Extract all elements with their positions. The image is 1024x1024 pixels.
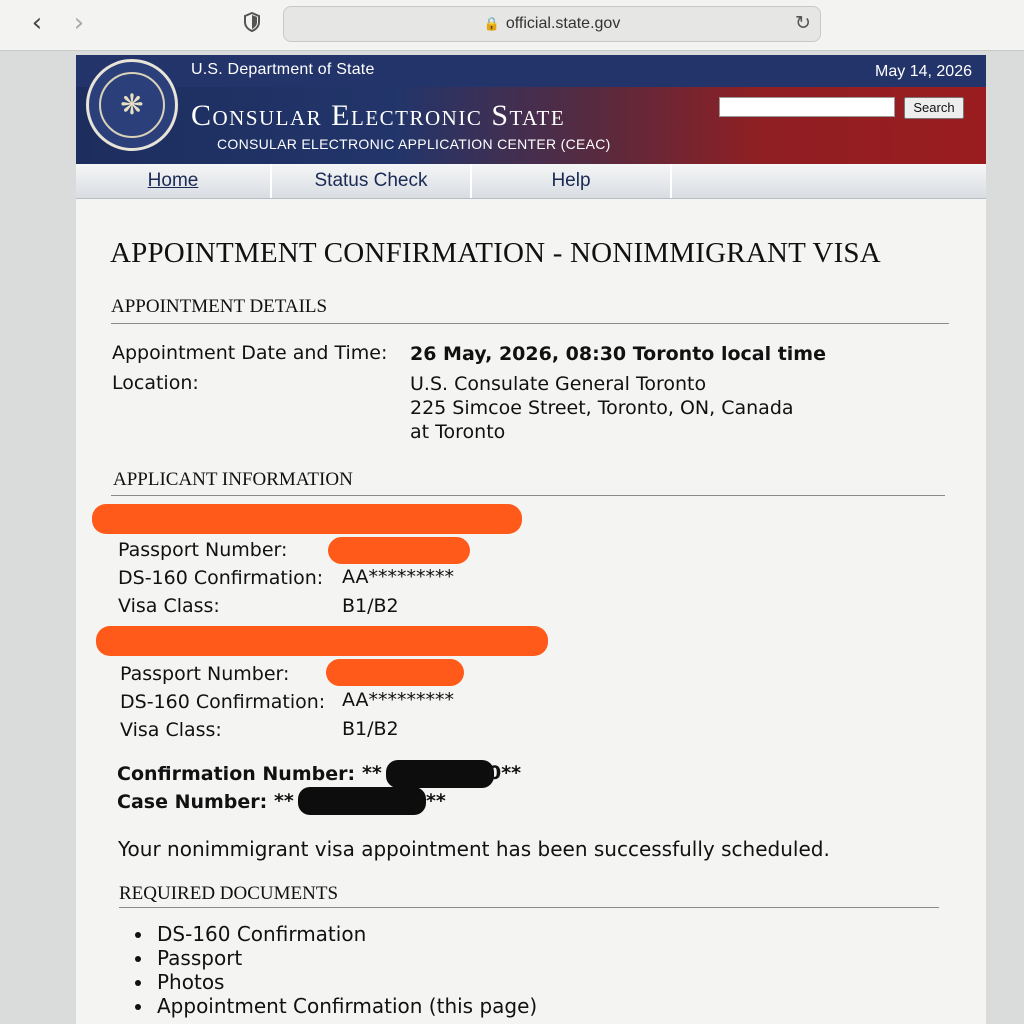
confirmation-number-suffix: 0** [488, 762, 522, 784]
applicant-name-redaction [92, 504, 522, 534]
case-number-label: Case Number: [117, 791, 268, 813]
search-input[interactable] [719, 97, 895, 117]
section-divider [111, 323, 949, 324]
current-date: May 14, 2026 [875, 63, 972, 80]
nav-status-check[interactable]: Status Check [272, 164, 472, 198]
reload-icon[interactable]: ↻ [795, 12, 811, 34]
location-label: Location: [112, 372, 199, 394]
site-title: Consular Electronic State [191, 99, 566, 132]
success-message: Your nonimmigrant visa appointment has been successfully scheduled. [118, 837, 830, 861]
passport-number-redaction [326, 659, 464, 686]
shield-icon[interactable] [244, 12, 260, 32]
state-department-seal-icon [86, 59, 178, 151]
nav-help[interactable]: Help [472, 164, 672, 198]
list-item: DS-160 Confirmation [133, 922, 537, 946]
forward-button[interactable]: › [73, 8, 85, 38]
location-line-3: at Toronto [410, 421, 506, 443]
nav-home[interactable]: Home [76, 164, 272, 198]
passport-number-redaction [328, 537, 470, 564]
confirmation-number-prefix: ** [362, 762, 382, 784]
visa-class-value: B1/B2 [342, 718, 399, 740]
ds160-value: AA********* [342, 566, 455, 588]
ds160-label: DS-160 Confirmation: [120, 691, 326, 713]
eagle-icon: ❋ [120, 88, 144, 121]
lock-icon: 🔒 [483, 16, 500, 31]
location-line-1: U.S. Consulate General Toronto [410, 373, 707, 395]
location-line-2: 225 Simcoe Street, Toronto, ON, Canada [410, 397, 794, 419]
visa-class-label: Visa Class: [120, 719, 222, 741]
site-banner [76, 87, 986, 164]
confirmation-number-label: Confirmation Number: [117, 763, 356, 785]
passport-number-label: Passport Number: [120, 663, 290, 685]
visa-class-value: B1/B2 [342, 595, 399, 617]
list-item: Photos [133, 970, 537, 994]
required-documents-list [133, 922, 537, 1018]
section-required-documents: REQUIRED DOCUMENTS [119, 883, 339, 904]
applicant-name-redaction [96, 626, 548, 656]
ds160-label: DS-160 Confirmation: [118, 567, 324, 589]
page-title: APPOINTMENT CONFIRMATION - NONIMMIGRANT VISA [110, 237, 881, 269]
confirmation-number-redaction [386, 760, 494, 788]
back-button[interactable]: ‹ [31, 8, 43, 38]
seal-ring [99, 72, 165, 138]
section-applicant-information: APPLICANT INFORMATION [113, 469, 353, 490]
address-bar[interactable] [283, 6, 821, 42]
case-number-suffix: ** [426, 790, 446, 812]
section-divider [111, 495, 945, 496]
url-value: official.state.gov [505, 15, 621, 32]
section-appointment-details: APPOINTMENT DETAILS [111, 296, 328, 317]
list-item: Passport [133, 946, 537, 970]
main-nav [76, 164, 986, 199]
section-divider [119, 907, 939, 908]
case-number-redaction [298, 787, 426, 815]
browser-toolbar [0, 0, 1024, 51]
page-content [76, 55, 986, 1024]
search-button[interactable]: Search [904, 97, 964, 119]
list-item: Appointment Confirmation (this page) [133, 994, 537, 1018]
appointment-date-value: 26 May, 2026, 08:30 Toronto local time [410, 343, 826, 365]
department-name: U.S. Department of State [191, 61, 375, 78]
passport-number-label: Passport Number: [118, 539, 288, 561]
url-text [284, 15, 820, 33]
site-subtitle: CONSULAR ELECTRONIC APPLICATION CENTER (CEAC) [217, 136, 611, 152]
case-number-prefix: ** [274, 790, 294, 812]
ds160-value: AA********* [342, 689, 455, 711]
visa-class-label: Visa Class: [118, 595, 220, 617]
appointment-date-label: Appointment Date and Time: [112, 342, 388, 364]
department-bar [76, 55, 986, 87]
